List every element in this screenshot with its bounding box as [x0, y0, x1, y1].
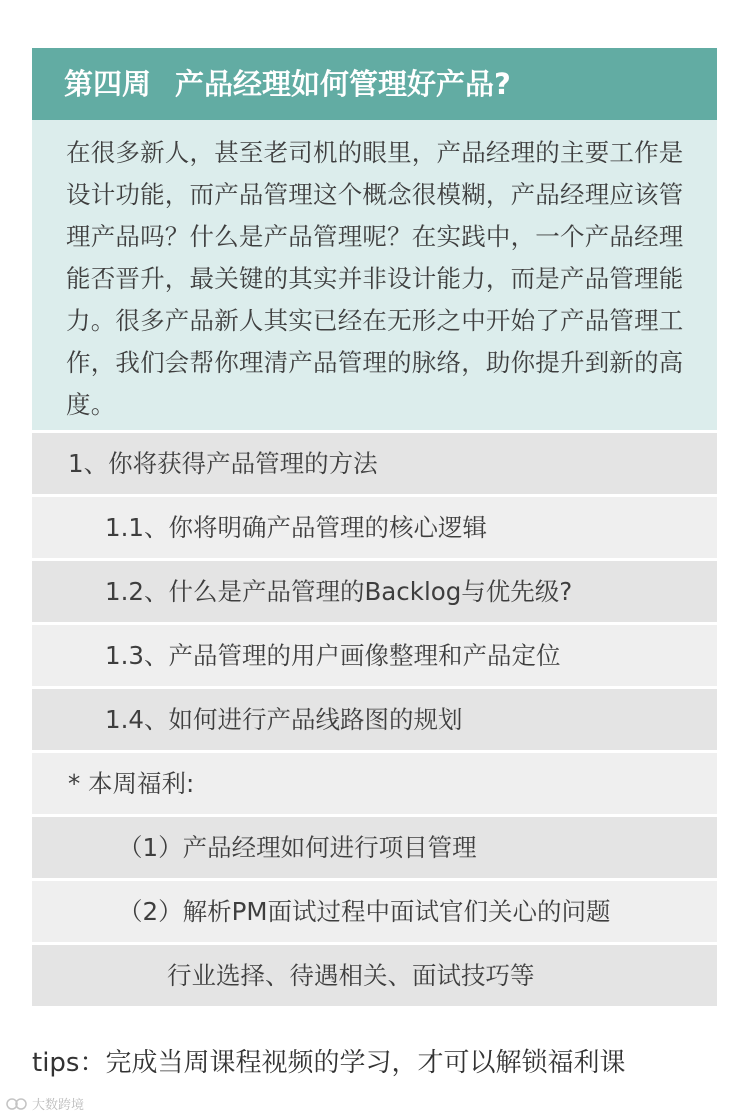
- watermark: [6, 1094, 84, 1113]
- outline-list: [32, 433, 717, 1006]
- course-card: [32, 48, 717, 1006]
- bonus-heading: * 本周福利:: [32, 753, 717, 814]
- outline-item: 1.1、你将明确产品管理的核心逻辑: [32, 497, 717, 558]
- tips-text: tips：完成当周课程视频的学习，才可以解锁福利课: [32, 1048, 626, 1078]
- watermark-text: 大数跨境: [32, 1098, 85, 1113]
- outline-item: 1.2、什么是产品管理的Backlog与优先级?: [32, 561, 717, 622]
- outline-item: 1.4、如何进行产品线路图的规划: [32, 689, 717, 750]
- watermark-logo-icon: [6, 1097, 28, 1111]
- intro-text: 在很多新人，甚至老司机的眼里，产品经理的主要工作是设计功能，而产品管理这个概念很模糊，产品经理应该管理产品吗？什么是产品管理呢？在实践中，一个产品经理能否晋升，最关键的其实并非设计能力，而是产品管理能力。很多产品新人其实已经在无形之中开始了产品管理工作，我们会帮你理清产品管理的脉络，助你提升到新的高度。: [32, 120, 717, 430]
- week-header: [32, 48, 717, 120]
- week-title: 产品经理如何管理好产品?: [175, 67, 511, 101]
- week-label: 第四周: [64, 67, 152, 101]
- outline-item: 1、你将获得产品管理的方法: [32, 433, 717, 494]
- bonus-subitem: 行业选择、待遇相关、面试技巧等: [32, 945, 717, 1006]
- outline-item: 1.3、产品管理的用户画像整理和产品定位: [32, 625, 717, 686]
- bonus-item: （1）产品经理如何进行项目管理: [32, 817, 717, 878]
- bonus-item: （2）解析PM面试过程中面试官们关心的问题: [32, 881, 717, 942]
